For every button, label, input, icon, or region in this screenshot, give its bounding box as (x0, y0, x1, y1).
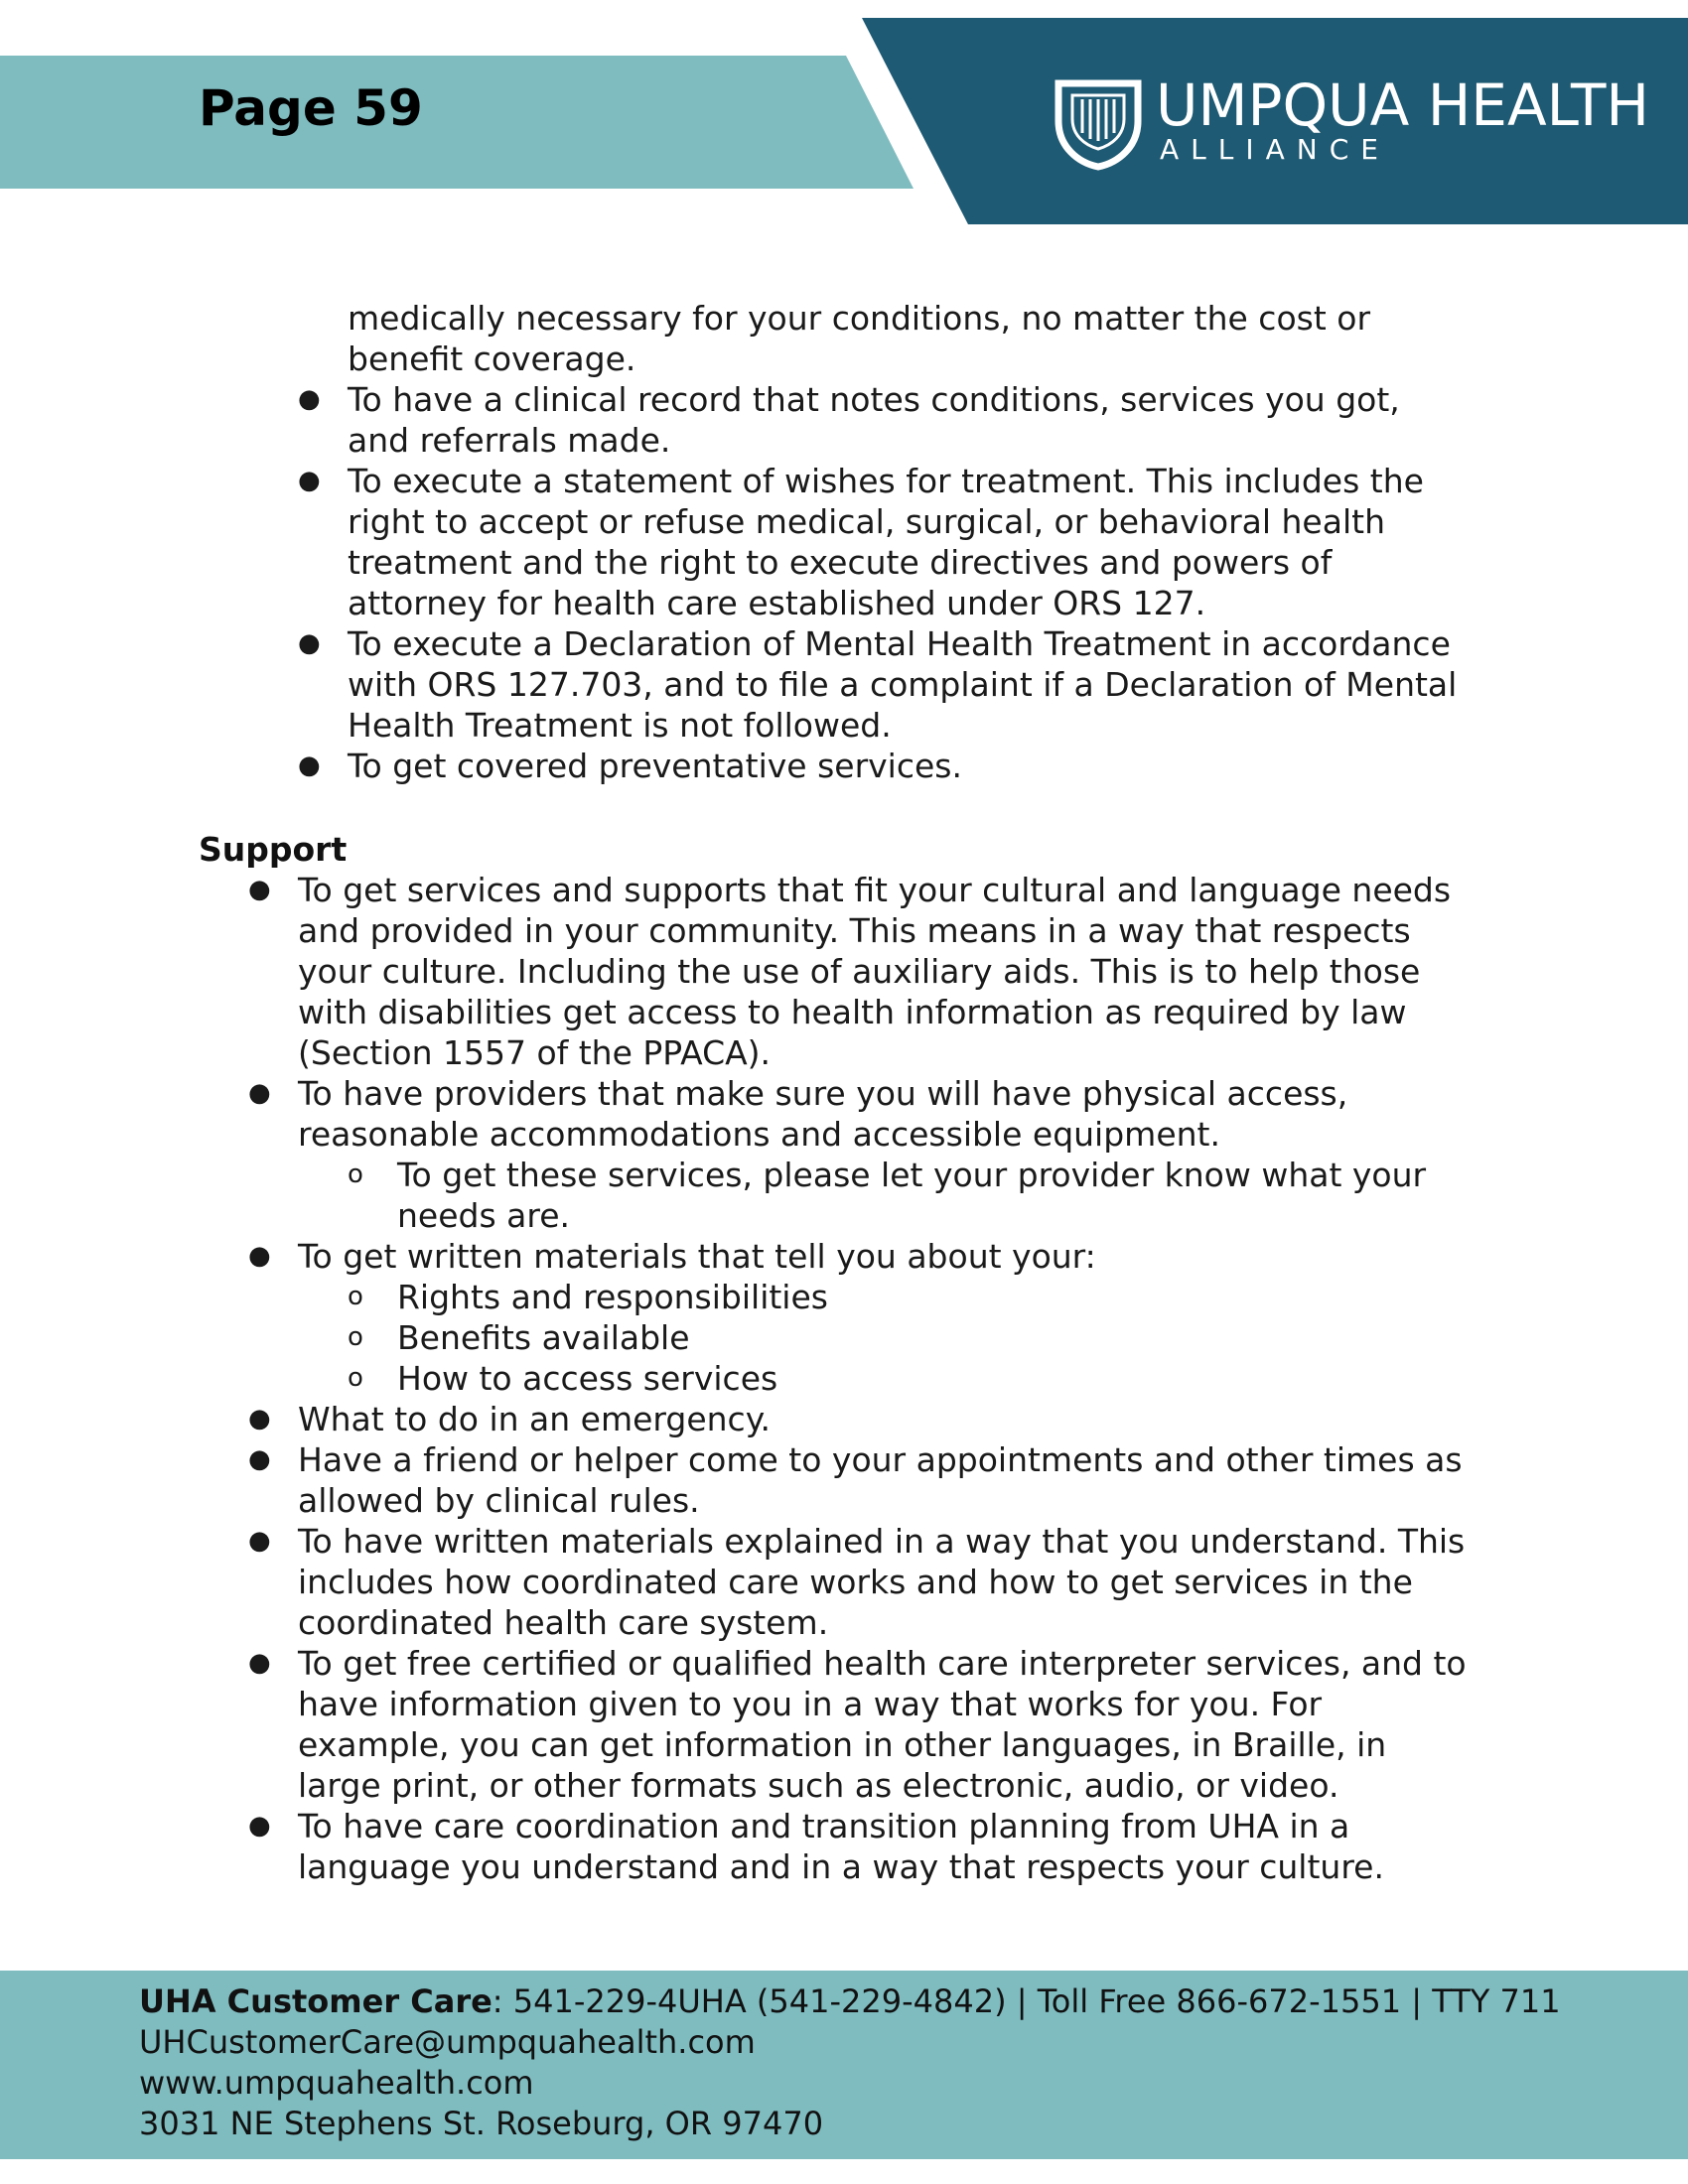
customer-care-label: UHA Customer Care (139, 1982, 492, 2020)
list-item-text: What to do in an emergency. (298, 1400, 772, 1438)
sub-list-item-text: Benefits available (397, 1318, 690, 1357)
list-item (0, 1073, 1470, 1236)
page-footer (0, 1971, 1688, 2159)
list-item-text: To get free certified or qualified health care interpreter services, and to have information given to you in a way that works for you. For example, you can get information in other languages, in Braille, in large print, or other formats such as electronic, audio, or video. (298, 1644, 1467, 1805)
sub-bullet-icon: o (348, 1322, 363, 1352)
bullet-icon: ● (298, 628, 321, 658)
list-item-text: To get services and supports that fit your cultural and language needs and provided in your community. This means in a way that respects your culture. Including the use of auxiliary aids. This is to help those with disabilities get access to health information as required by law (Section 1557 of the PPACA). (298, 871, 1452, 1072)
bullet-icon: ● (298, 751, 321, 780)
list-item (0, 379, 1470, 461)
list-item (0, 870, 1470, 1073)
sub-list-item-text: Rights and responsibilities (397, 1278, 828, 1316)
sub-list-item (298, 1155, 1470, 1236)
sub-list-item (298, 1277, 1470, 1317)
bullet-icon: ● (248, 1444, 271, 1474)
header-light-band (0, 56, 914, 189)
list-item-text: To have care coordination and transition planning from UHA in a language you understand and in a way that respects your culture. (298, 1807, 1384, 1886)
sub-bullet-icon: o (348, 1363, 363, 1393)
list-item (0, 1806, 1470, 1887)
rights-list (0, 379, 1688, 786)
footer-website-link[interactable]: www.umpquahealth.com (139, 2064, 534, 2102)
brand-subtitle: ALLIANCE (1160, 133, 1390, 166)
bullet-icon: ● (298, 384, 321, 414)
sub-bullet-icon: o (348, 1160, 363, 1189)
customer-care-line (139, 1982, 1561, 2020)
list-item (0, 1521, 1470, 1643)
bullet-icon: ● (248, 1078, 271, 1108)
brand-name: UMPQUA HEALTH (1156, 71, 1649, 139)
bullet-icon: ● (298, 466, 321, 495)
list-item-text: To get covered preventative services. (348, 747, 962, 785)
list-item (0, 461, 1470, 623)
sub-bullet-icon: o (348, 1282, 363, 1311)
list-item-text: To execute a statement of wishes for treatment. This includes the right to accept or refuse medical, surgical, or behavioral health treatment and the right to execute directives and powers of attorney for health care established under ORS 127. (348, 462, 1424, 622)
list-item-text: Have a friend or helper come to your appointments and other times as allowed by clinical rules. (298, 1440, 1463, 1520)
list-item (0, 623, 1470, 746)
bullet-icon: ● (248, 1811, 271, 1841)
list-item (0, 1236, 1470, 1399)
list-item (0, 1439, 1470, 1521)
brand-logo (1051, 71, 1649, 171)
list-item (0, 1399, 1470, 1439)
bullet-icon: ● (248, 1526, 271, 1556)
bullet-icon: ● (248, 1404, 271, 1433)
shield-logo-icon (1051, 75, 1146, 171)
list-item-text: To have providers that make sure you will have physical access, reasonable accommodations and accessible equipment. (298, 1074, 1348, 1154)
footer-email-link[interactable]: UHCustomerCare@umpquahealth.com (139, 2023, 756, 2061)
customer-care-phones: : 541-229-4UHA (541-229-4842) | Toll Free 866-672-1551 | TTY 711 (492, 1982, 1561, 2020)
sub-list-item-text: How to access services (397, 1359, 778, 1398)
section-title-support: Support (199, 830, 348, 869)
bullet-icon: ● (248, 1648, 271, 1678)
sub-list-item (298, 1358, 1470, 1399)
page-number: Page 59 (199, 79, 423, 137)
list-item (0, 746, 1470, 786)
page-content (0, 298, 1688, 1887)
sub-list (298, 1155, 1470, 1236)
list-item-text: To have a clinical record that notes conditions, services you got, and referrals made. (348, 380, 1400, 460)
list-item (0, 1643, 1470, 1806)
list-item-text: To have written materials explained in a way that you understand. This includes how coordinated care works and how to get services in the coordinated health care system. (298, 1522, 1466, 1642)
continued-text: medically necessary for your conditions, no matter the cost or benefit coverage. (348, 299, 1371, 378)
sub-list-item (298, 1317, 1470, 1358)
footer-address: 3031 NE Stephens St. Roseburg, OR 97470 (139, 2105, 824, 2142)
sub-list-item-text: To get these services, please let your provider know what your needs are. (397, 1156, 1427, 1235)
bullet-icon: ● (248, 1241, 271, 1271)
list-item-text: To get written materials that tell you about your: (298, 1237, 1096, 1276)
bullet-icon: ● (248, 875, 271, 904)
support-list (0, 870, 1688, 1887)
sub-list (298, 1277, 1470, 1399)
page-header (0, 0, 1688, 238)
list-item-text: To execute a Declaration of Mental Health Treatment in accordance with ORS 127.703, and to file a complaint if a Declaration of Mental Health Treatment is not followed. (348, 624, 1458, 745)
